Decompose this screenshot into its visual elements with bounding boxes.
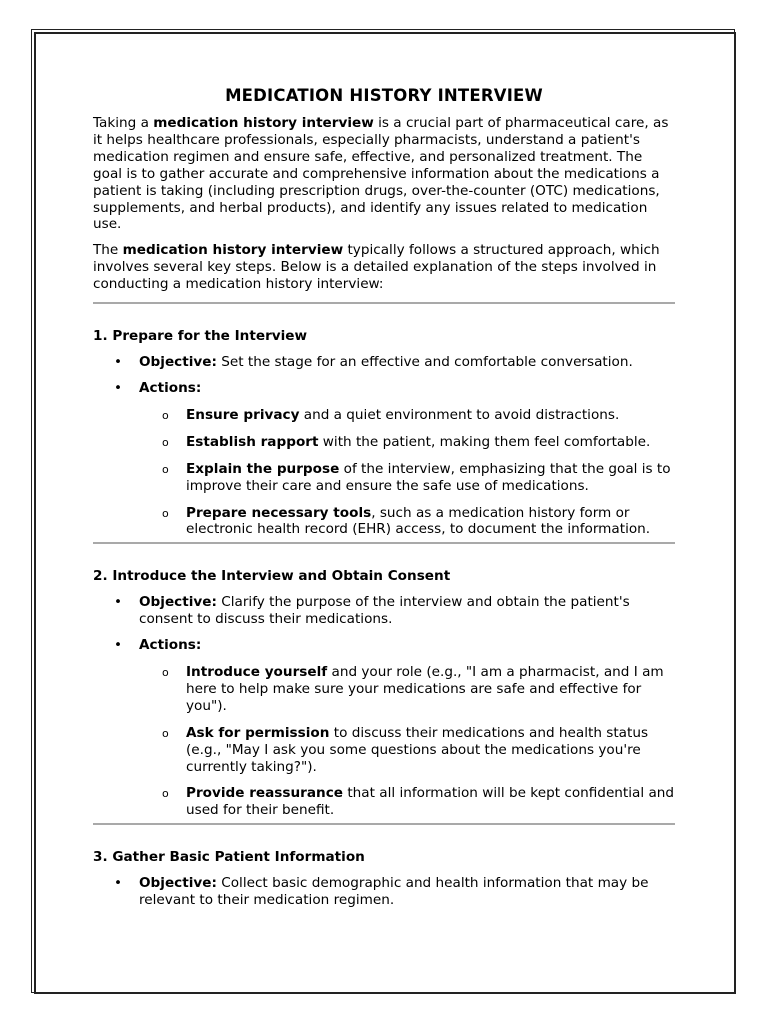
action-item: o Ensure privacy and a quiet environment to avoid distractions. bbox=[162, 406, 620, 423]
circle-bullet-icon: o bbox=[162, 462, 169, 476]
section-1 bbox=[93, 304, 675, 538]
action-item: o Introduce yourself and your role (e.g., "I am a pharmacist, and I am here to help make sure your medications are safe and effective for you"). bbox=[162, 664, 664, 714]
objective-item: • Objective: Set the stage for an effective and comfortable conversation. bbox=[114, 354, 633, 371]
section-2 bbox=[93, 544, 675, 819]
section-bullets bbox=[93, 875, 675, 909]
circle-bullet-icon: o bbox=[162, 435, 169, 449]
document-body bbox=[93, 86, 675, 909]
bullet-icon: • bbox=[114, 354, 123, 371]
actions-list bbox=[139, 407, 675, 538]
action-item: o Explain the purpose of the interview, emphasizing that the goal is to improve their care and ensure the safe use of medications. bbox=[162, 460, 671, 494]
circle-bullet-icon: o bbox=[162, 408, 169, 422]
action-item: o Prepare necessary tools, such as a medication history form or electronic health record (EHR) access, to document the information. bbox=[162, 504, 651, 538]
intro-paragraph-2: The medication history interview typically follows a structured approach, which involves several key steps. Below is a detailed explanation of the steps involved in conducting a medication history interview: bbox=[93, 242, 660, 293]
circle-bullet-icon: o bbox=[162, 666, 169, 680]
bullet-icon: • bbox=[114, 379, 123, 396]
circle-bullet-icon: o bbox=[162, 787, 169, 801]
section-heading: 3. Gather Basic Patient Information bbox=[93, 849, 365, 866]
section-bullets bbox=[93, 594, 675, 819]
action-item: o Ask for permission to discuss their medications and health status (e.g., "May I ask you some questions about the medications you're currently taking?"). bbox=[162, 724, 649, 775]
circle-bullet-icon: o bbox=[162, 506, 169, 520]
section-bullets bbox=[93, 354, 675, 538]
bullet-icon: • bbox=[114, 594, 123, 611]
intro-paragraph-1: Taking a medication history interview is a crucial part of pharmaceutical care, as it helps healthcare professionals, especially pharmacists, understand a patient's medication regimen and ensure safe, effective, and personalized treatment. The goal is to gather accurate and comprehensive information about the medications a patient is taking (including prescription drugs, over-the-counter (OTC) medications, supplements, and herbal products), and identify any issues related to medication use. bbox=[93, 115, 669, 233]
section-heading: 1. Prepare for the Interview bbox=[93, 328, 308, 345]
objective-item: • Objective: Collect basic demographic and health information that may be relevant to their medication regimen. bbox=[114, 875, 649, 909]
bullet-icon: • bbox=[114, 637, 123, 654]
actions-item: • Actions: o Introduce yourself and your role (e.g., "I am a pharmacist, and I am here to help make sure your medications are safe and effective for you"). o Ask for permission to discuss their medications and health status (e.g., "May I ask you some questions about the medications you're currently taking?"). o Provide reassurance that all information will be kept confidential and used for their benefit. bbox=[93, 637, 675, 819]
bullet-icon: • bbox=[114, 875, 123, 892]
action-item: o Establish rapport with the patient, making them feel comfortable. bbox=[162, 433, 651, 450]
action-item: o Provide reassurance that all information will be kept confidential and used for their benefit. bbox=[162, 785, 675, 819]
circle-bullet-icon: o bbox=[162, 726, 169, 740]
objective-item: • Objective: Clarify the purpose of the interview and obtain the patient's consent to discuss their medications. bbox=[114, 594, 630, 628]
actions-item: • Actions: o Ensure privacy and a quiet environment to avoid distractions. o Establish rapport with the patient, making them feel comfortable. o Explain the purpose of the interview, emphasizing that the goal is to improve their care and ensure the safe use of medications. o Prepare necessary tools, such as a medication history form or electronic health record (EHR) access, to document the information. bbox=[93, 380, 675, 538]
document-title: MEDICATION HISTORY INTERVIEW bbox=[225, 86, 543, 105]
section-heading: 2. Introduce the Interview and Obtain Consent bbox=[93, 568, 451, 585]
section-3 bbox=[93, 825, 675, 909]
actions-list bbox=[139, 664, 675, 819]
